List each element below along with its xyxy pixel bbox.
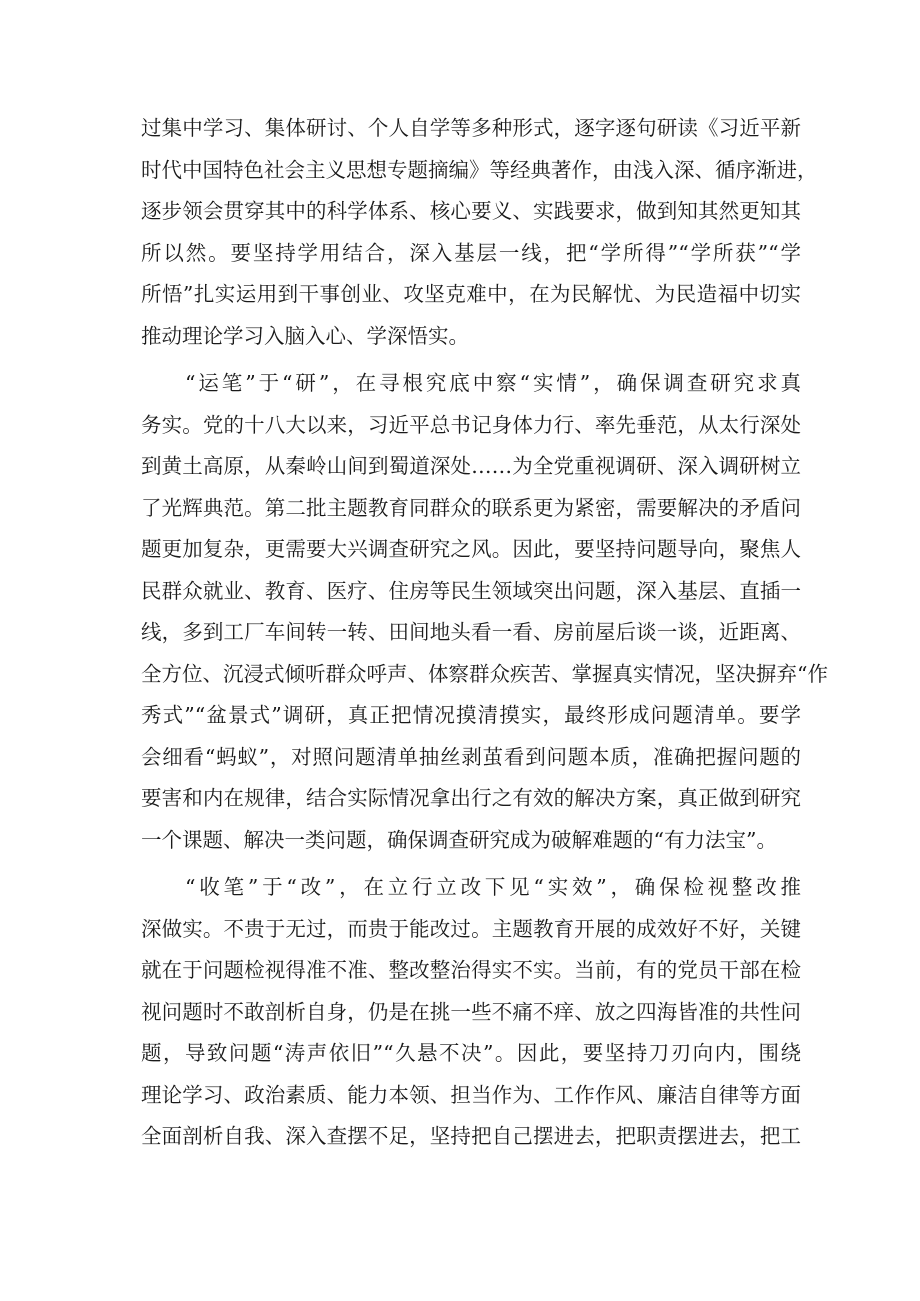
- text-line: 要害和内在规律，结合实际情况拿出行之有效的解决方案，真正做到研究: [141, 786, 801, 810]
- text-line: 理论学习、政治素质、能力本领、担当作为、工作作风、廉洁自律等方面: [141, 1082, 801, 1107]
- text-line: 务实。党的十八大以来，习近平总书记身体力行、率先垂范，从太行深处: [141, 412, 801, 437]
- text-line: 逐步领会贯穿其中的科学体系、核心要义、实践要求，做到知其然更知其: [141, 199, 801, 223]
- text-line: 就在于问题检视得准不准、整改整治得实不实。当前，有的党员干部在检: [141, 958, 801, 982]
- text-line: 民群众就业、教育、医疗、住房等民生领域突出问题，深入基层、直插一: [141, 578, 801, 603]
- paragraph-research: [141, 363, 828, 861]
- text-line: 秀式”“盆景式”调研，真正把情况摸清摸实，最终形成问题清单。要学: [141, 703, 801, 727]
- text-line: 了光辉典范。第二批主题教育同群众的联系更为紧密，需要解决的矛盾问: [141, 495, 801, 520]
- text-line: 到黄土高原，从秦岭山间到蜀道深处……为全党重视调研、深入调研树立: [141, 454, 801, 478]
- text-line: “收笔”于“改”，在立行立改下见“实效”，确保检视整改推: [185, 875, 801, 899]
- text-line: 题，导致问题“涛声依旧”“久悬不决”。因此，要坚持刀刃向内，围绕: [141, 1041, 801, 1065]
- text-line: 全面剖析自我、深入查摆不足，坚持把自己摆进去，把职责摆进去，把工: [141, 1124, 801, 1148]
- text-line: 深做实。不贵于无过，而贵于能改过。主题教育开展的成效好不好，关键: [141, 916, 801, 941]
- body-text: [141, 108, 828, 1158]
- text-line: 一个课题、解决一类问题，确保调查研究成为破解难题的“有力法宝”。: [141, 827, 777, 852]
- text-line: 题更加复杂，更需要大兴调查研究之风。因此，要坚持问题导向，聚焦人: [141, 537, 801, 561]
- text-line: 时代中国特色社会主义思想专题摘编》等经典著作，由浅入深、循序渐进，: [141, 157, 818, 182]
- text-line: 所悟”扎实运用到干事创业、攻坚克难中，在为民解忧、为民造福中切实: [141, 282, 801, 306]
- text-line: 会细看“蚂蚁”，对照问题清单抽丝剥茧看到问题本质，准确把握问题的: [141, 744, 801, 769]
- text-line: 推动理论学习入脑入心、学深悟实。: [141, 323, 469, 348]
- paragraph-study: [141, 108, 818, 357]
- text-line: 全方位、沉浸式倾听群众呼声、体察群众疾苦、掌握真实情况，坚决摒弃“作: [141, 661, 828, 686]
- text-line: 过集中学习、集体研讨、个人自学等多种形式，逐字逐句研读《习近平新: [141, 116, 801, 140]
- text-line: 所以然。要坚持学用结合，深入基层一线，把“学所得”“学所获”“学: [141, 240, 801, 265]
- text-line: 视问题时不敢剖析自身，仍是在挑一些不痛不痒、放之四海皆准的共性问: [141, 999, 801, 1024]
- paragraph-rectify: [141, 867, 801, 1158]
- text-line: “运笔”于“研”，在寻根究底中察“实情”，确保调查研究求真: [185, 371, 801, 395]
- text-line: 线，多到工厂车间转一转、田间地头看一看、房前屋后谈一谈，近距离、: [141, 620, 801, 644]
